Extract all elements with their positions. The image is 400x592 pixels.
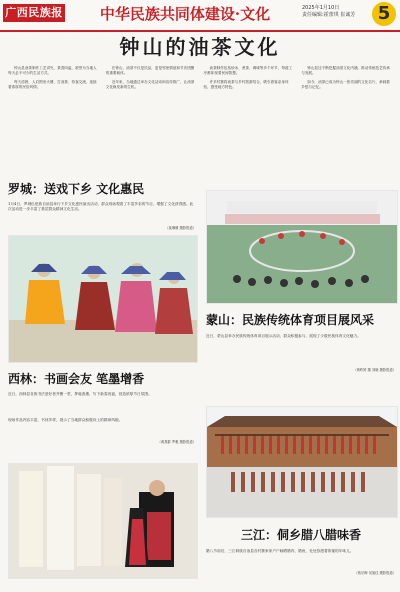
dance-performance-photo <box>8 235 198 363</box>
lead-paragraph: 近年来，当地通过举办文化活动和宣传推广，让油茶文化焕发新的生机。 <box>105 79 195 89</box>
right-column <box>206 182 396 582</box>
sanjiang-title: 三江：侗乡腊八腊味香 <box>240 528 361 542</box>
sanjiang-caption: （蒋宗梅 吴旭佳 摄影报道） <box>354 571 396 575</box>
mengshan-title: 蒙山：民族传统体育项目展风采 <box>206 313 375 327</box>
calligraphy-photo <box>8 463 198 579</box>
issue-meta <box>302 5 368 19</box>
lead-paragraph: 钟山县油茶制作工艺讲究，茶香四溢，被誉为当地人每天必不可少的生活方式。 <box>8 66 97 76</box>
mengshan-caption: （黄昨婷 摄 刘晓 摄影报道） <box>353 368 396 372</box>
xilin-caption: （黄燕群 罗雅 摄影报道） <box>157 440 196 444</box>
lead-story-body <box>8 66 392 170</box>
lead-paragraph: 钟山县还不断挖掘油茶文化内涵，推动传统技艺传承与发展。 <box>301 66 390 76</box>
mengshan-text: 近日，蒙山县举办民族传统体育项目展示活动，群众积极参与，展现了少数民族体育文化魅力。 <box>206 334 361 338</box>
luocheng-text: 1月4日，罗城仫佬族自治县举行下乡文化惠民演出活动，群众现场观看了丰富多彩的节目，增强了文化获得感。此次活动进一步丰富了基层群众精神文化生活。 <box>8 202 194 212</box>
sports-activity-photo <box>206 190 398 304</box>
lead-column-4 <box>301 66 392 170</box>
page-header <box>0 0 400 32</box>
lead-column-3 <box>204 66 295 170</box>
left-column <box>8 182 196 582</box>
issue-date: 2025年1月10日 <box>302 5 340 11</box>
lead-column-2 <box>106 66 197 170</box>
editor-line: 责任编辑:霍蕾琪 崔诚芳 <box>302 12 356 18</box>
lead-paragraph: 许多村寨将油茶与乡村旅游结合，吸引游客亲身体验，感受地方特色。 <box>203 79 289 89</box>
luocheng-title: 罗城：送戏下乡 文化惠民 <box>8 182 145 196</box>
lead-paragraph: 在钟山，油茶不仅是饮品，更是邻里情谊和节庆团聚的重要载体。 <box>105 66 195 76</box>
lead-paragraph: 每天清晨，人们围坐火塘，打油茶、待客交流，延续着浓厚的民俗风情。 <box>8 79 97 89</box>
cured-meat-house-photo <box>206 406 398 518</box>
lead-column-1 <box>8 66 99 170</box>
xilin-title: 西林：书画会友 笔墨增香 <box>8 372 145 386</box>
xilin-text-1: 近日，西林县各族书法爱好者齐聚一堂，挥毫泼墨，写下新春祝福，营造浓厚节日氛围。 <box>8 392 152 396</box>
newspaper-brand: 广西民族报 <box>3 4 65 22</box>
lead-paragraph: 油茶制作包括炒米、煮茶、调味等多个环节，每道工序都体现着民间智慧。 <box>203 66 293 76</box>
xilin-text-2: 现场作品内容丰富，书体多样，展示了当地群众积极向上的精神风貌。 <box>8 418 123 422</box>
sanjiang-text: 腊八节前后，三江侗族自治县各村寨家家户户晾晒腊肉、腊鱼，处处弥漫着浓郁的年味儿。 <box>206 549 354 553</box>
luocheng-caption: （莫琳珊 摄影报道） <box>165 226 196 230</box>
lead-story-title: 钟山的油茶文化 <box>119 35 281 59</box>
lead-paragraph: 如今，油茶已成为钟山一张亮丽的文化名片，承载着乡愁与记忆。 <box>301 79 390 89</box>
section-title: 中华民族共同体建设·文化 <box>99 5 271 23</box>
lead-story <box>8 35 392 173</box>
page-number-badge: 5 <box>372 2 396 26</box>
